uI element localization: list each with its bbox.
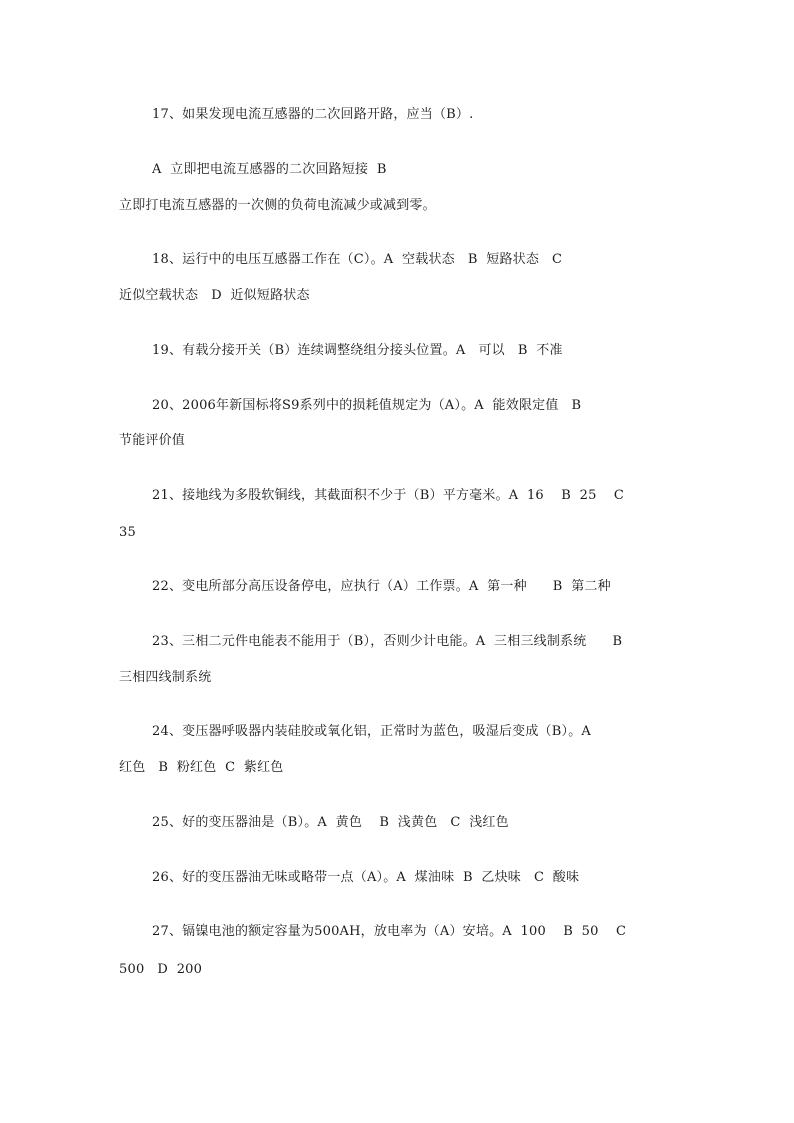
question-22-text: 22、变电所部分高压设备停电，应执行（A）工作票。A 第一种 B 第二种: [152, 579, 611, 594]
question-18-text: 18、运行中的电压互感器工作在（C）。A 空载状态 B 短路状态 C: [152, 252, 563, 267]
question-24-options: 红色 B 粉红色 C 紫红色: [119, 760, 284, 775]
question-21-text: 21、接地线为多股软铜线，其截面积不少于（B）平方毫米。A 16 B 25 C: [152, 488, 625, 503]
question-18-options: 近似空载状态 D 近似短路状态: [119, 288, 310, 303]
question-27-options: 500 D 200: [119, 962, 203, 977]
question-24-text: 24、变压器呼吸器内装硅胶或氧化铝，正常时为蓝色，吸湿后变成（B）。A: [152, 724, 591, 739]
question-19-text: 19、有载分接开关（B）连续调整绕组分接头位置。A 可以 B 不准: [152, 343, 563, 358]
question-23-text: 23、三相二元件电能表不能用于（B），否则少计电能。A 三相三线制系统 B: [152, 634, 623, 649]
question-21-option-c: 35: [119, 525, 136, 540]
question-26-text: 26、好的变压器油无味或略带一点（A）。A 煤油味 B 乙炔味 C 酸味: [152, 870, 580, 885]
question-17-option-a: A 立即把电流互感器的二次回路短接 B: [152, 162, 387, 177]
question-20-option-b: 节能评价值: [119, 433, 186, 448]
question-23-option-b: 三相四线制系统: [119, 670, 212, 685]
question-25-text: 25、好的变压器油是（B）。A 黄色 B 浅黄色 C 浅红色: [152, 815, 509, 830]
question-17-text: 17、如果发现电流互感器的二次回路开路，应当（B）.: [152, 107, 474, 122]
question-20-text: 20、2006年新国标将S9系列中的损耗值规定为（A）。A 能效限定值 B: [152, 398, 582, 413]
question-27-text: 27、镉镍电池的额定容量为500AH，放电率为（A）安培。A 100 B 50 C: [152, 924, 627, 939]
question-17-option-b: 立即打电流互感器的一次侧的负荷电流减少或减到零。: [119, 198, 436, 213]
